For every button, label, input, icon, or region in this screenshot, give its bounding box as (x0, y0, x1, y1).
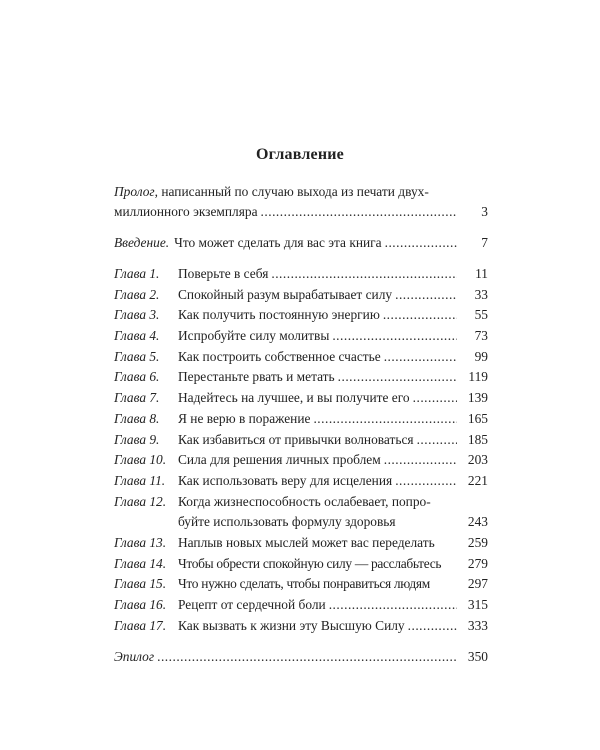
chapter-list (114, 264, 488, 636)
chapter-label: Глава 11. (114, 472, 166, 488)
page-number: 11 (475, 266, 488, 281)
chapter-title: Наплыв новых мыслей может вас переделать (178, 534, 435, 550)
chapter-title: Спокойный разум вырабатывает силу (178, 286, 393, 302)
toc-entry-chapter-5 (114, 347, 488, 368)
page-number: 33 (474, 286, 488, 302)
chapter-label: Глава 4. (114, 328, 160, 344)
toc-entry-chapter-2 (114, 285, 488, 306)
page-number: 139 (467, 390, 488, 406)
chapter-label: Глава 5. (114, 348, 160, 364)
chapter-title: Рецепт от сердечной боли (178, 597, 326, 612)
page-number: 119 (468, 369, 488, 385)
toc-line (114, 492, 488, 513)
page-number: 243 (467, 514, 488, 530)
chapter-label: Глава 7. (114, 390, 160, 406)
page-number: 165 (467, 410, 488, 426)
page-number: 73 (474, 328, 488, 344)
chapter-label: Глава 2. (114, 286, 160, 302)
page-number: 279 (467, 555, 488, 571)
chapter-label: Глава 17. (114, 617, 167, 633)
toc-line (114, 202, 488, 222)
chapter-label: Глава 16. (114, 597, 167, 612)
dot-leader (383, 305, 457, 325)
page-number: 297 (467, 576, 488, 592)
dot-leader (313, 409, 457, 429)
chapter-label: Глава 13. (114, 534, 167, 550)
dot-leader (385, 233, 457, 253)
chapter-label: Глава 8. (114, 410, 160, 426)
toc-entry-epilogue (114, 647, 488, 667)
page-number: 203 (467, 452, 488, 468)
chapter-label: Глава 6. (114, 369, 160, 385)
toc-entry-prologue (114, 182, 488, 222)
toc-entry-chapter-12 (114, 492, 488, 533)
dot-leader (408, 616, 457, 636)
chapter-title: Когда жизнеспособность ослабевает, попро- (178, 493, 431, 509)
page-number: 55 (474, 307, 488, 323)
chapter-label: Глава 12. (114, 493, 167, 509)
dot-leader (413, 388, 457, 408)
toc-entry-chapter-4 (114, 326, 488, 347)
toc-line (114, 233, 488, 253)
toc-entry-chapter-16 (114, 595, 488, 616)
dot-leader (338, 367, 457, 387)
chapter-title: Как получить постоянную энергию (178, 307, 380, 323)
toc-entry-chapter-11 (114, 471, 488, 492)
table-of-contents (114, 182, 488, 667)
entry-label: Эпилог (114, 649, 155, 665)
chapter-title: Испробуйте силу молитвы (178, 328, 330, 344)
chapter-label: Глава 15. (114, 576, 167, 592)
chapter-label: Глава 1. (114, 266, 160, 281)
chapter-title: Как избавиться от привычки волноваться (178, 431, 414, 447)
dot-leader (384, 450, 457, 470)
toc-entry-chapter-6 (114, 367, 488, 388)
entry-label: Введение. (114, 235, 170, 250)
chapter-title: Надейтесь на лучшее, и вы получите его (178, 390, 410, 406)
toc-entry-chapter-1 (114, 264, 488, 285)
page-number: 259 (467, 534, 488, 550)
page-number: 221 (467, 472, 488, 488)
toc-line (114, 512, 488, 533)
chapter-title: Как вызвать к жизни эту Высшую Силу (178, 617, 405, 633)
page-number: 99 (474, 348, 488, 364)
dot-leader (384, 347, 457, 367)
chapter-label: Глава 10. (114, 452, 167, 468)
page-number: 185 (467, 431, 488, 447)
chapter-title: Как построить собственное счастье (178, 348, 381, 364)
page-number: 3 (481, 204, 488, 219)
page-number: 333 (467, 617, 488, 633)
page-number: 7 (481, 235, 488, 250)
chapter-title: Перестаньте рвать и метать (178, 369, 335, 385)
toc-entry-chapter-7 (114, 388, 488, 409)
chapter-title: Поверьте в себя (178, 266, 269, 281)
dot-leader (417, 430, 457, 450)
toc-entry-chapter-15 (114, 574, 488, 595)
dot-leader (395, 471, 457, 491)
dot-leader (395, 285, 457, 305)
toc-entry-chapter-17 (114, 616, 488, 637)
toc-entry-chapter-10 (114, 450, 488, 471)
page-number: 350 (467, 649, 488, 665)
dot-leader (329, 595, 457, 615)
toc-entry-chapter-13 (114, 533, 488, 554)
chapter-title: Сила для решения личных проблем (178, 452, 381, 468)
chapter-label: Глава 14. (114, 555, 167, 571)
chapter-title: Что нужно сделать, чтобы понравиться людям (178, 576, 430, 592)
toc-line (114, 182, 488, 202)
toc-entry-chapter-8 (114, 409, 488, 430)
chapter-title: Я не верю в поражение (178, 410, 311, 426)
chapter-title: Как использовать веру для исцеления (178, 472, 393, 488)
toc-title: Оглавление (256, 146, 344, 163)
chapter-title: Чтобы обрести спокойную силу — расслабьтесь (178, 555, 442, 571)
chapter-label: Глава 9. (114, 431, 160, 447)
entry-label: Пролог (114, 184, 155, 199)
toc-entry-introduction (114, 233, 488, 253)
dot-leader (332, 326, 457, 346)
entry-text: , написанный по случаю выхода из печати двух- (154, 184, 429, 199)
entry-text: Что может сделать для вас эта книга (174, 235, 382, 250)
chapter-title-continued: буйте использовать формулу здоровья (178, 514, 396, 530)
chapter-label: Глава 3. (114, 307, 160, 323)
dot-leader (157, 647, 457, 667)
dot-leader (261, 202, 457, 222)
dot-leader (271, 264, 457, 284)
page-number: 315 (467, 597, 488, 612)
toc-entry-chapter-14 (114, 554, 488, 575)
toc-entry-chapter-9 (114, 430, 488, 451)
entry-text-continued: миллионного экземпляра (114, 204, 258, 219)
toc-entry-chapter-3 (114, 305, 488, 326)
